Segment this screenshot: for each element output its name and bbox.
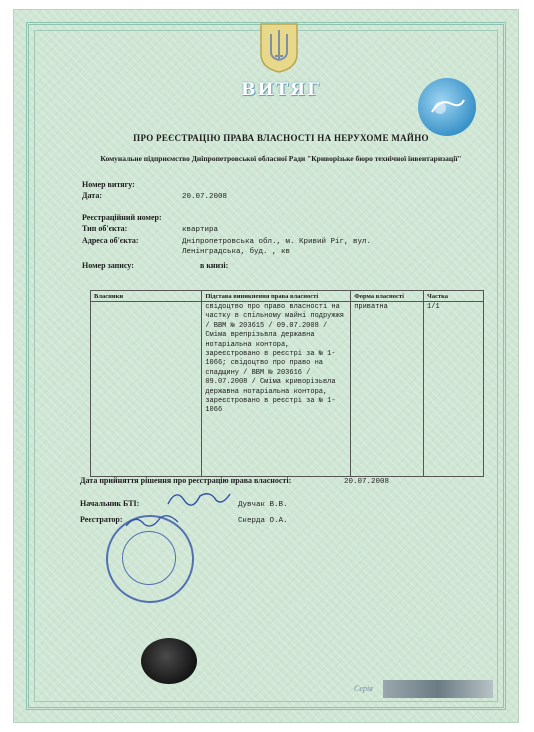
registrar-label: Реєстратор: [80, 515, 123, 524]
serial-number-strip [383, 680, 493, 698]
round-stamp [106, 515, 194, 603]
column-header: Власники [91, 291, 202, 302]
document-heading: ВИТЯГ [241, 80, 321, 100]
address-label: Адреса об'єкта: [82, 236, 139, 245]
issuer-name: Комунальне підприємство Дніпропетровської обласної Ради "Криворізьке бюро технічної інвентаризації" [100, 154, 462, 163]
column-header: Підстава виникнення права власності [202, 291, 351, 302]
decision-date-label: Дата прийняття рішення про реєстрацію права власності: [80, 476, 292, 485]
extract-number-label: Номер витягу: [82, 180, 135, 189]
stamp-inner-ring [122, 531, 176, 585]
trident-emblem-icon [257, 20, 301, 74]
date-value: 20.07.2008 [182, 193, 228, 201]
share-cell: 1/1 [424, 302, 484, 477]
table-row [91, 302, 484, 477]
head-signature [164, 486, 234, 510]
column-header: Частка [424, 291, 484, 302]
column-header: Форма власності [351, 291, 424, 302]
record-number-label: Номер запису: [82, 261, 134, 270]
head-label: Начальник БТІ: [80, 499, 140, 508]
table-header-row [91, 291, 484, 302]
ownership-table [90, 290, 484, 477]
object-type-label: Тип об'єкта: [82, 224, 128, 233]
basis-cell: свідоцтво про право власності на частку в спільному майні подружжя / ВВМ № 203615 / 09.07.2008 / Сміма врепрізьвла державна нотаріальна контора, зареєстровано в реєстрі за № 1-1066; свідоцтво про право на спадщину / ВВМ № 203616 / 09.07.2008 / Сміма криворізьвла державна нотаріальна контора, зареєстровано в реєстрі за № 1-1066 [202, 302, 351, 477]
hologram-seal-icon [141, 638, 197, 684]
date-label: Дата: [82, 191, 102, 200]
certificate-sheet [14, 10, 518, 722]
document-title: ПРО РЕЄСТРАЦІЮ ПРАВА ВЛАСНОСТІ НА НЕРУХОМЕ МАЙНО [133, 133, 429, 143]
ownership-form-cell: приватна [351, 302, 424, 477]
book-label: в книзі: [200, 261, 229, 270]
head-name: Дувчак В.В. [238, 501, 288, 509]
object-type-value: квартира [182, 226, 219, 234]
serial-label: Серія [354, 684, 373, 693]
registrar-name: Скерда О.А. [238, 517, 288, 525]
decision-date-value: 20.07.2008 [344, 478, 390, 486]
owner-cell [91, 302, 202, 477]
registration-number-label: Реєстраційний номер: [82, 213, 162, 222]
globe-logo-icon [418, 78, 476, 136]
address-value: Дніпропетровська обл., м. Кривий Ріг, вул. Ленінградська, буд. , кв [182, 238, 372, 256]
